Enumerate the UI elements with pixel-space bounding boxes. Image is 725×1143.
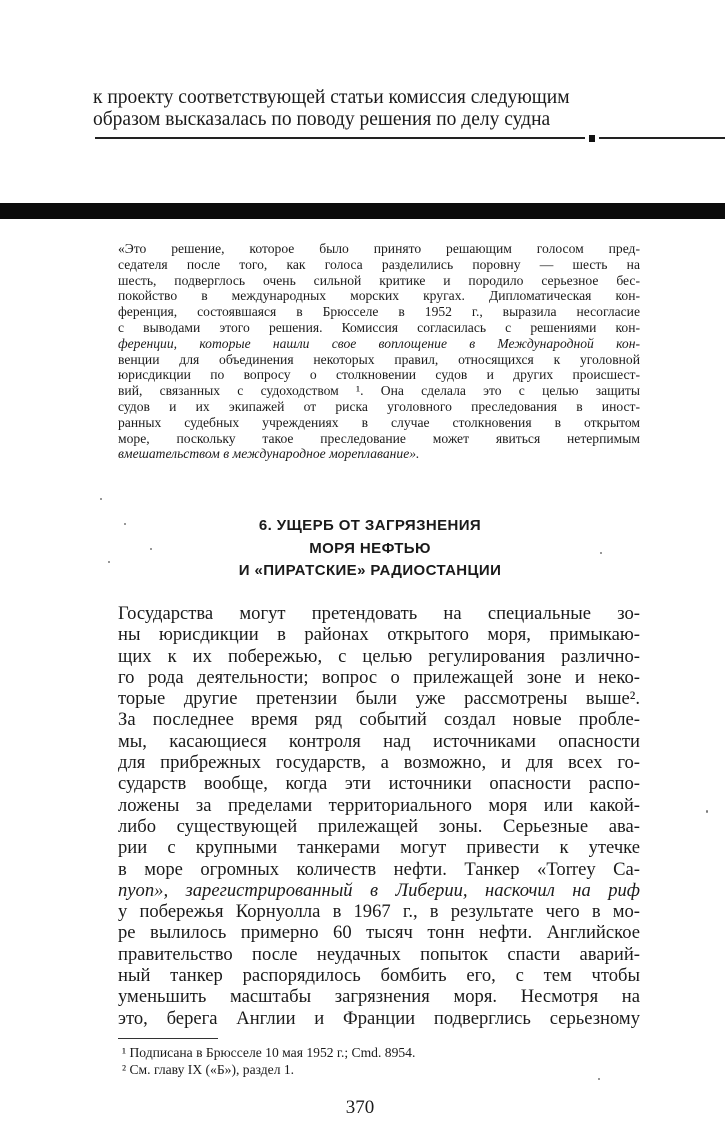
scan-speck <box>150 548 152 550</box>
quote-line: вий, связанных с судоходством ¹. Она сделала это с целью защиты <box>118 383 640 399</box>
scan-speck <box>124 523 126 525</box>
top-text-line-2: образом высказалась по поводу решения по делу судна <box>93 109 551 130</box>
section-heading-line-3: И «ПИРАТСКИЕ» РАДИОСТАНЦИИ <box>238 562 502 579</box>
quote-line: ранных судебных учреждениях в случае столкновения в открытом <box>118 414 640 430</box>
footnote-2: ² См. главу IX («Б»), раздел 1. <box>122 1062 295 1077</box>
body-line: ный танкер распорядилось бомбить его, с тем чтобы <box>118 965 640 987</box>
scan-speck <box>108 561 110 563</box>
body-paragraph <box>118 603 640 1029</box>
quote-line: ференция, состоявшаяся в Брюсселе в 1952 г., выразила несогласие <box>118 304 640 320</box>
scan-speck <box>100 498 102 500</box>
top-text-line-1: к проекту соответствующей статьи комиссия следующим <box>93 87 570 108</box>
body-line: ре вылилось примерно 60 тысяч тонн нефти. Английское <box>118 922 640 944</box>
quote-line: венции для объединения некоторых правил, относящихся к уголовной <box>118 351 640 367</box>
quote-line: вмешательством в международное мореплавание». <box>118 446 420 462</box>
body-line: это, берега Англии и Франции подверглись серьезному <box>118 1007 640 1029</box>
body-line: За последнее время ряд событий создал новые пробле- <box>118 709 640 731</box>
section-heading-line-1: 6. УЩЕРБ ОТ ЗАГРЯЗНЕНИЯ <box>258 517 482 534</box>
scan-speck <box>600 552 602 554</box>
body-line: в море огромных количеств нефти. Танкер «Torrey Ca- <box>118 858 640 880</box>
footnote-rule <box>118 1038 218 1039</box>
quote-line: ференции, которые нашли свое воплощение в Международной кон- <box>118 335 640 351</box>
body-line: уменьшить масштабы загрязнения моря. Несмотря на <box>118 986 640 1008</box>
quote-line: юрисдикции по вопросу о столкновении судов и других происшест- <box>118 367 640 383</box>
quote-paragraph <box>118 241 640 462</box>
body-line: у побережья Корнуолла в 1967 г., в результате чего в мо- <box>118 901 640 923</box>
quote-line: покойство в международных морских кругах. Дипломатическая кон- <box>118 288 640 304</box>
footnote-1: ¹ Подписана в Брюсселе 10 мая 1952 г.; Cmd. 8954. <box>122 1045 416 1060</box>
quote-line: море, поскольку такое преследование может явиться нетерпимым <box>118 430 640 446</box>
body-line: либо существующей прилежащей зоны. Серьезные ава- <box>118 815 640 837</box>
quote-line: шесть, подверглось очень сильной критике и породило серьезное бес- <box>118 272 640 288</box>
body-line: ложены за пределами территориального моря или какой- <box>118 794 640 816</box>
underline-rule <box>95 135 725 143</box>
quote-line: с выводами этого решения. Комиссия согласилась с решениями кон- <box>118 319 640 335</box>
body-line: правительство после неудачных попыток спасти аварий- <box>118 943 640 965</box>
quote-line: седателя после того, как голоса разделились поровну — шесть на <box>118 256 640 272</box>
body-line: Государства могут претендовать на специальные зо- <box>118 603 640 624</box>
page-number: 370 <box>345 1097 375 1118</box>
quote-line: «Это решение, которое было принято решающим голосом пред- <box>118 241 640 256</box>
body-line: для прибрежных государств, а возможно, и для всех го- <box>118 752 640 774</box>
scan-black-band <box>0 203 725 219</box>
body-line: мы, касающиеся контроля над источниками опасности <box>118 730 640 752</box>
quote-line: судов и их экипажей от риска уголовного преследования в иност- <box>118 398 640 414</box>
body-line: ны юрисдикции в районах открытого моря, примыкаю- <box>118 624 640 646</box>
body-line: nyon», зарегистрированный в Либерии, наскочил на риф <box>118 879 640 901</box>
body-line: го рода деятельности; вопрос о прилежащей зоне и неко- <box>118 666 640 688</box>
body-line: торые другие претензии были уже рассмотрены выше². <box>118 688 640 710</box>
scan-speck <box>598 1078 600 1080</box>
scan-speck <box>706 810 708 813</box>
body-line: щих к их побережью, с целью регулирования различно- <box>118 645 640 667</box>
body-line: рии с крупными танкерами могут привести к утечке <box>118 837 640 859</box>
section-heading-line-2: МОРЯ НЕФТЬЮ <box>309 540 431 557</box>
body-line: сударств вообще, когда эти источники опасности распо- <box>118 773 640 795</box>
